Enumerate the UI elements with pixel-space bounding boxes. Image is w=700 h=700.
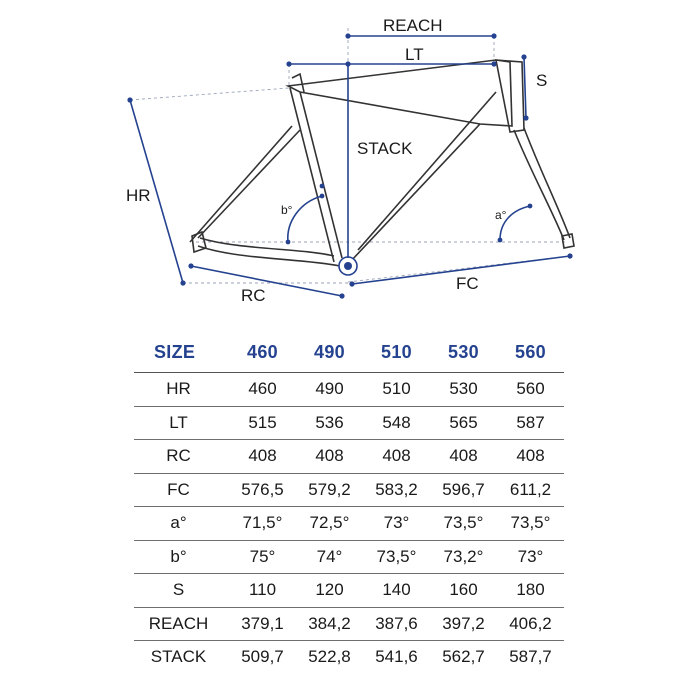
geometry-table [134,332,564,674]
table-cell: 120 [315,580,344,600]
bottom-bracket [339,257,357,275]
table-cell: 73,5° [443,513,484,533]
lt-label: LT [405,45,424,64]
row-label: FC [167,479,190,499]
table-cell: 560 [516,379,545,399]
size-header-460: 460 [247,341,278,362]
fc-label: FC [456,274,479,293]
angle-b-arc [288,196,322,242]
table-row [134,607,564,641]
table-cell: 71,5° [242,513,283,533]
table-cell: 579,2 [308,479,351,499]
table-cell: 541,6 [375,647,418,667]
seat-tube [290,88,342,262]
table-cell: 548 [382,412,411,432]
size-header-530: 530 [448,341,479,362]
row-label: RC [166,446,191,466]
size-header-490: 490 [314,341,345,362]
rc-line [191,266,342,296]
size-header-label: SIZE [154,341,196,362]
size-header-row [134,332,564,373]
table-cell: 397,2 [442,613,485,633]
table-cell: 587,7 [509,647,552,667]
frame-geometry-diagram [0,0,700,320]
geometry-table-body [134,373,564,674]
table-cell: 408 [382,446,411,466]
seat-stay [190,126,300,242]
table-cell: 379,1 [241,613,284,633]
table-cell: 515 [248,412,277,432]
angle-a-label: a° [495,208,507,222]
row-label: HR [166,379,191,399]
reach-label: REACH [383,16,443,35]
table-row [134,440,564,474]
table-cell: 74° [316,546,343,566]
s-line [524,57,526,118]
row-label: a° [170,513,187,533]
table-cell: 110 [248,580,277,600]
table-cell: 576,5 [241,479,284,499]
table-cell: 180 [516,580,545,600]
row-label: STACK [150,647,207,667]
bike-frame [190,60,574,266]
table-cell: 611,2 [509,479,552,499]
table-row [134,540,564,574]
table-cell: 510 [382,379,411,399]
table-cell: 73,5° [376,546,417,566]
fork-dropout [562,234,574,248]
table-cell: 460 [248,379,277,399]
table-cell: 73,2° [443,546,484,566]
table-cell: 384,2 [308,613,351,633]
table-cell: 536 [315,412,344,432]
table-cell: 75° [249,546,276,566]
table-cell: 140 [382,580,411,600]
table-cell: 509,7 [241,647,284,667]
table-cell: 408 [449,446,478,466]
table-row [134,473,564,507]
table-cell: 408 [248,446,277,466]
hr-label: HR [126,186,151,205]
table-cell: 583,2 [375,479,418,499]
table-cell: 73,5° [510,513,551,533]
table-row [134,641,564,674]
table-cell: 562,7 [442,647,485,667]
table-cell: 387,6 [375,613,418,633]
table-cell: 73° [517,546,544,566]
angle-b-label: b° [281,203,293,217]
rc-label: RC [241,286,266,305]
table-cell: 565 [449,412,478,432]
row-label: LT [169,412,188,432]
table-cell: 408 [516,446,545,466]
size-header-560: 560 [515,341,546,362]
stack-label: STACK [357,139,413,158]
down-tube [350,92,496,262]
table-cell: 72,5° [309,513,350,533]
guide-lines [130,28,570,283]
table-cell: 408 [315,446,344,466]
table-cell: 530 [449,379,478,399]
table-row [134,406,564,440]
table-cell: 406,2 [509,613,552,633]
size-header-510: 510 [381,341,412,362]
table-cell: 522,8 [308,647,351,667]
table-cell: 160 [449,580,478,600]
table-cell: 596,7 [442,479,485,499]
row-label: REACH [148,613,209,633]
top-tube [288,60,512,126]
s-label: S [536,71,548,90]
table-row [134,373,564,407]
fork [514,128,570,240]
table-row [134,574,564,608]
table-cell: 490 [315,379,344,399]
table-cell: 73° [383,513,410,533]
row-label: b° [170,546,187,566]
table-row [134,507,564,541]
row-label: S [172,580,185,600]
table-cell: 587 [516,412,545,432]
